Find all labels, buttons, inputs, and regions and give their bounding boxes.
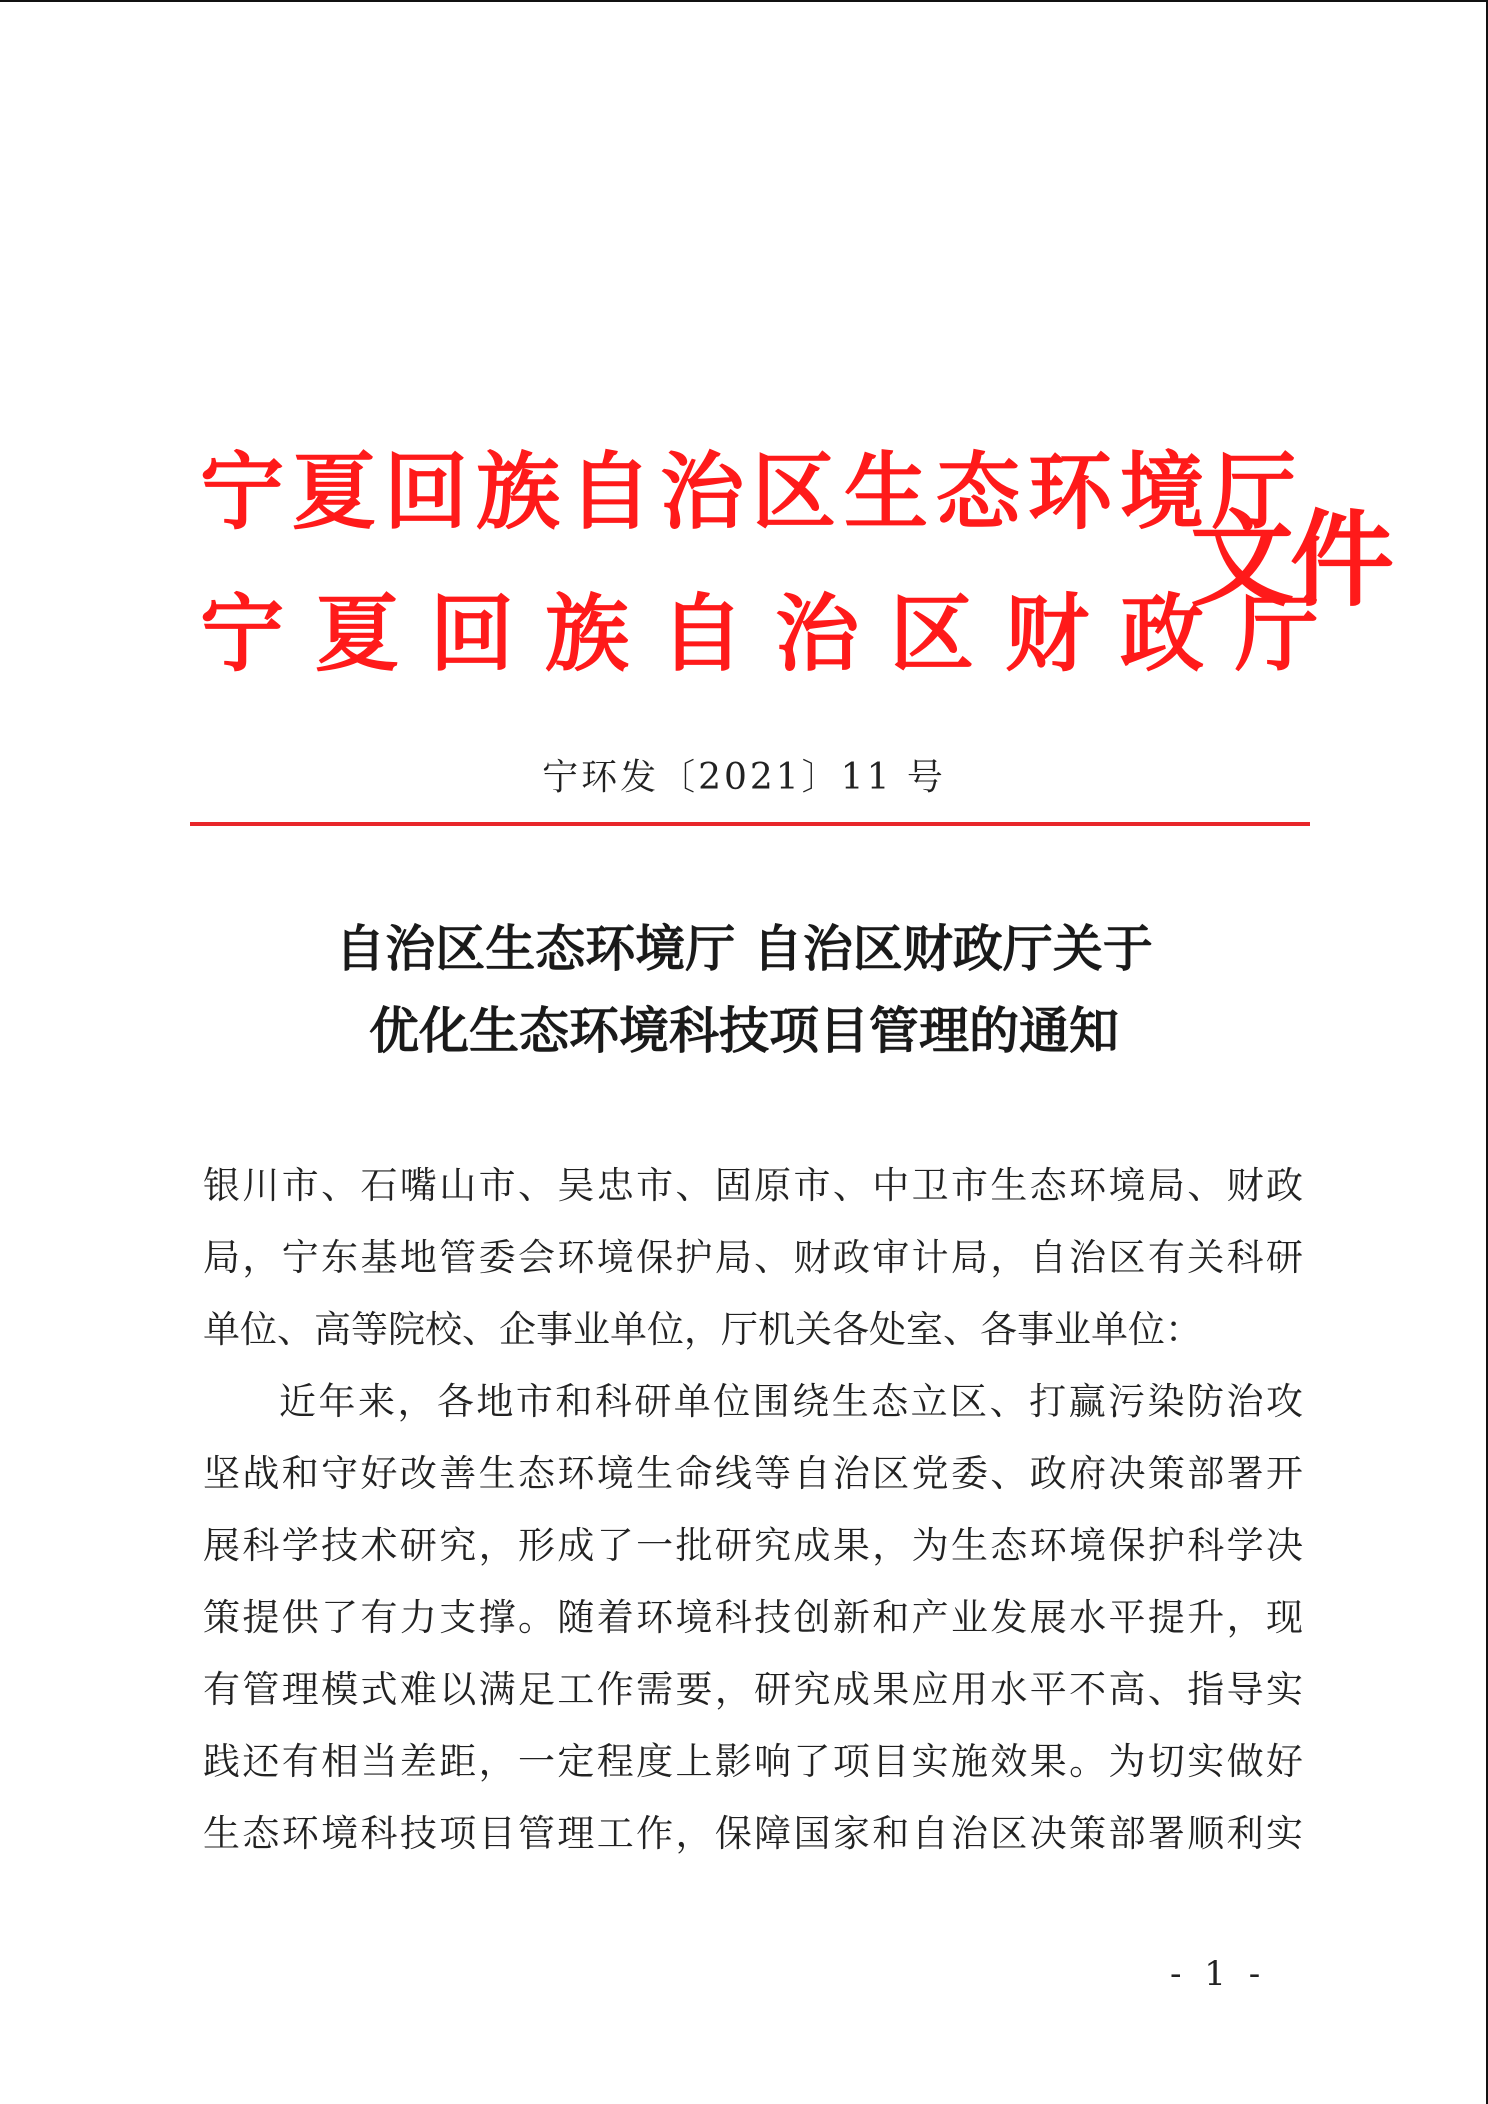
paragraph-line: 坚战和守好改善生态环境生命线等自治区党委、政府决策部署开 [203, 1452, 1303, 1495]
addressee-line: 单位、高等院校、企事业单位，厅机关各处室、各事业单位： [203, 1308, 1202, 1351]
notice-title-line-1: 自治区生态环境厅 自治区财政厅关于 [335, 919, 1153, 978]
page-number: - 1 - [1170, 1954, 1267, 1994]
paragraph-line: 生态环境科技项目管理工作，保障国家和自治区决策部署顺利实 [203, 1812, 1303, 1855]
red-header [200, 442, 1400, 682]
paragraph-line: 践还有相当差距，一定程度上影响了项目实施效果。为切实做好 [203, 1740, 1303, 1783]
red-divider-line [190, 822, 1310, 826]
notice-body [203, 1150, 1303, 1870]
issuer-name-finance: 宁夏回族自治区财政厅 [200, 584, 1351, 683]
addressee-line: 局，宁东基地管委会环境保护局、财政审计局，自治区有关科研 [203, 1236, 1303, 1279]
addressee-line: 银川市、石嘴山市、吴忠市、固原市、中卫市生态环境局、财政 [203, 1164, 1303, 1207]
issuer-name-environment: 宁夏回族自治区生态环境厅 [200, 442, 1305, 541]
paragraph-line: 策提供了有力支撑。随着环境科技创新和产业发展水平提升，现 [203, 1596, 1303, 1639]
paragraph-line: 近年来，各地市和科研单位围绕生态立区、打赢污染防治攻 [279, 1380, 1303, 1423]
document-number: 宁环发〔2021〕11 号 [542, 757, 946, 798]
notice-title-line-2: 优化生态环境科技项目管理的通知 [369, 1001, 1119, 1060]
paragraph-line: 有管理模式难以满足工作需要，研究成果应用水平不高、指导实 [203, 1668, 1303, 1711]
paragraph-line: 展科学技术研究，形成了一批研究成果，为生态环境保护科学决 [203, 1524, 1303, 1567]
document-word: 文件 [1190, 499, 1391, 621]
